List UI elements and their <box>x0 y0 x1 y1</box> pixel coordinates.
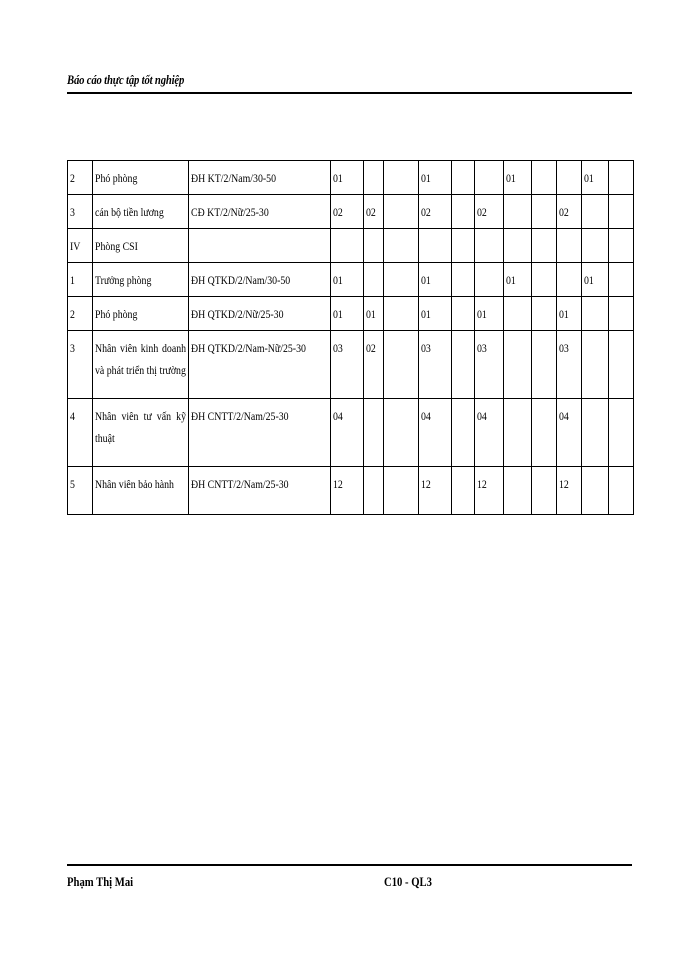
table-cell <box>419 161 452 195</box>
table-row <box>68 467 634 515</box>
cell-text: 02 <box>366 205 376 219</box>
table-cell <box>364 161 384 195</box>
table-cell <box>452 263 475 297</box>
table-cell <box>419 399 452 467</box>
table-cell <box>384 297 419 331</box>
footer-rule <box>67 864 632 866</box>
table-cell <box>504 229 532 263</box>
cell-text: 12 <box>421 477 431 491</box>
table-cell <box>452 229 475 263</box>
table-cell <box>582 399 609 467</box>
table-cell <box>189 263 331 297</box>
table-cell <box>609 195 634 229</box>
table-cell <box>609 297 634 331</box>
table-cell <box>93 467 189 515</box>
table-cell <box>331 399 364 467</box>
table-cell <box>364 297 384 331</box>
table-cell <box>452 195 475 229</box>
cell-text: cán bộ tiền lương <box>95 205 164 219</box>
cell-text: 4 <box>70 409 75 423</box>
table-cell <box>609 263 634 297</box>
table-cell <box>419 297 452 331</box>
table-cell <box>93 399 189 467</box>
cell-text: 03 <box>559 341 569 355</box>
table-cell <box>384 161 419 195</box>
table-cell <box>189 161 331 195</box>
table-cell <box>419 331 452 399</box>
table-cell <box>532 229 557 263</box>
cell-text: 12 <box>559 477 569 491</box>
cell-text: 01 <box>477 307 487 321</box>
table-cell <box>68 161 93 195</box>
cell-text: Nhân viên bảo hành <box>95 477 174 491</box>
table-cell <box>504 297 532 331</box>
table-cell <box>419 467 452 515</box>
table-cell <box>68 297 93 331</box>
cell-text: CĐ KT/2/Nữ/25-30 <box>191 205 269 219</box>
table-cell <box>475 331 504 399</box>
cell-text: 01 <box>421 171 431 185</box>
cell-text: 02 <box>559 205 569 219</box>
table-cell <box>331 229 364 263</box>
table-cell <box>331 195 364 229</box>
table-cell <box>609 161 634 195</box>
table-cell <box>475 263 504 297</box>
table-row <box>68 399 634 467</box>
table-cell <box>68 331 93 399</box>
cell-text: Nhân viên kinh doanh và phát triển thị trường <box>95 341 187 377</box>
table-cell <box>189 195 331 229</box>
table-cell <box>452 331 475 399</box>
table-cell <box>68 467 93 515</box>
table-row <box>68 263 634 297</box>
table-cell <box>384 195 419 229</box>
table-cell <box>384 331 419 399</box>
cell-text: 01 <box>333 171 343 185</box>
cell-text: 02 <box>477 205 487 219</box>
table-cell <box>532 467 557 515</box>
cell-text: 01 <box>421 273 431 287</box>
table-cell <box>609 399 634 467</box>
cell-text: 01 <box>333 307 343 321</box>
cell-text: 01 <box>421 307 431 321</box>
table-cell <box>532 195 557 229</box>
table-cell <box>364 195 384 229</box>
table-cell <box>189 297 331 331</box>
table-cell <box>189 399 331 467</box>
cell-text: 01 <box>584 171 594 185</box>
table-cell <box>419 195 452 229</box>
table-cell <box>384 399 419 467</box>
table-cell <box>364 467 384 515</box>
cell-text: 04 <box>333 409 343 423</box>
table-cell <box>93 161 189 195</box>
cell-text: ĐH KT/2/Nam/30-50 <box>191 171 276 185</box>
table-cell <box>557 161 582 195</box>
table-cell <box>582 467 609 515</box>
cell-text: ĐH CNTT/2/Nam/25-30 <box>191 409 289 423</box>
table-cell <box>93 331 189 399</box>
cell-text: 02 <box>333 205 343 219</box>
cell-text: 03 <box>333 341 343 355</box>
table-cell <box>475 297 504 331</box>
table-cell <box>532 297 557 331</box>
cell-text: ĐH QTKD/2/Nam/30-50 <box>191 273 291 287</box>
table-cell <box>557 229 582 263</box>
table-row <box>68 297 634 331</box>
table-cell <box>331 331 364 399</box>
table-cell <box>475 399 504 467</box>
table-cell <box>93 229 189 263</box>
cell-text: 01 <box>366 307 376 321</box>
cell-text: 2 <box>70 307 75 321</box>
staffing-table <box>67 160 634 515</box>
cell-text: Phòng CSI <box>95 239 138 253</box>
table-cell <box>189 229 331 263</box>
cell-text: 04 <box>421 409 431 423</box>
table-cell <box>504 161 532 195</box>
table-cell <box>331 467 364 515</box>
table-cell <box>582 297 609 331</box>
table-cell <box>557 297 582 331</box>
cell-text: 3 <box>70 341 75 355</box>
table-cell <box>504 331 532 399</box>
table-cell <box>475 229 504 263</box>
table-cell <box>532 399 557 467</box>
cell-text: 01 <box>584 273 594 287</box>
table-cell <box>364 399 384 467</box>
cell-text: 01 <box>506 171 516 185</box>
table-cell <box>582 195 609 229</box>
table-cell <box>331 297 364 331</box>
table-cell <box>582 161 609 195</box>
cell-text: 1 <box>70 273 75 287</box>
table-cell <box>452 161 475 195</box>
table-cell <box>557 467 582 515</box>
cell-text: 03 <box>477 341 487 355</box>
table-cell <box>419 229 452 263</box>
table-row <box>68 195 634 229</box>
table-cell <box>364 229 384 263</box>
table-cell <box>557 195 582 229</box>
cell-text: Phó phòng <box>95 307 138 321</box>
document-header-title: Báo cáo thực tập tốt nghiệp <box>67 72 185 87</box>
cell-text: 01 <box>506 273 516 287</box>
table-cell <box>532 263 557 297</box>
table-cell <box>504 263 532 297</box>
table-cell <box>557 263 582 297</box>
cell-text: 04 <box>559 409 569 423</box>
table-cell <box>532 331 557 399</box>
table-cell <box>475 161 504 195</box>
table-row <box>68 331 634 399</box>
table-cell <box>475 467 504 515</box>
table-cell <box>557 399 582 467</box>
table-cell <box>68 399 93 467</box>
table-cell <box>68 263 93 297</box>
table-cell <box>609 467 634 515</box>
table-cell <box>384 229 419 263</box>
table-cell <box>331 161 364 195</box>
table-cell <box>189 331 331 399</box>
table-cell <box>532 161 557 195</box>
cell-text: ĐH QTKD/2/Nam-Nữ/25-30 <box>191 341 306 355</box>
table-cell <box>419 263 452 297</box>
cell-text: ĐH QTKD/2/Nữ/25-30 <box>191 307 284 321</box>
table-cell <box>504 467 532 515</box>
cell-text: 12 <box>477 477 487 491</box>
cell-text: 5 <box>70 477 75 491</box>
table-cell <box>504 399 532 467</box>
table-cell <box>582 229 609 263</box>
footer-author: Phạm Thị Mai <box>67 874 134 889</box>
cell-text: 04 <box>477 409 487 423</box>
table-cell <box>68 229 93 263</box>
table-cell <box>364 331 384 399</box>
cell-text: 01 <box>333 273 343 287</box>
table-cell <box>68 195 93 229</box>
cell-text: 02 <box>366 341 376 355</box>
footer-class: C10 - QL3 <box>384 874 432 889</box>
cell-text: 2 <box>70 171 75 185</box>
table-cell <box>582 331 609 399</box>
cell-text: ĐH CNTT/2/Nam/25-30 <box>191 477 289 491</box>
table-cell <box>582 263 609 297</box>
table-row <box>68 161 634 195</box>
cell-text: Nhân viên tư vấn kỹ thuật <box>95 409 187 445</box>
table-cell <box>452 297 475 331</box>
table-cell <box>189 467 331 515</box>
cell-text: IV <box>70 239 81 253</box>
table-cell <box>609 331 634 399</box>
cell-text: 02 <box>421 205 431 219</box>
table-cell <box>384 263 419 297</box>
table-cell <box>331 263 364 297</box>
table-cell <box>609 229 634 263</box>
header-rule <box>67 92 632 94</box>
table-cell <box>475 195 504 229</box>
table-cell <box>93 195 189 229</box>
table-cell <box>452 467 475 515</box>
table-row <box>68 229 634 263</box>
cell-text: Phó phòng <box>95 171 138 185</box>
cell-text: 01 <box>559 307 569 321</box>
table-cell <box>364 263 384 297</box>
table-cell <box>452 399 475 467</box>
table-cell <box>93 263 189 297</box>
table-cell <box>384 467 419 515</box>
cell-text: 3 <box>70 205 75 219</box>
cell-text: 03 <box>421 341 431 355</box>
table-cell <box>504 195 532 229</box>
table-cell <box>93 297 189 331</box>
cell-text: Trưởng phòng <box>95 273 152 287</box>
table-cell <box>557 331 582 399</box>
cell-text: 12 <box>333 477 343 491</box>
